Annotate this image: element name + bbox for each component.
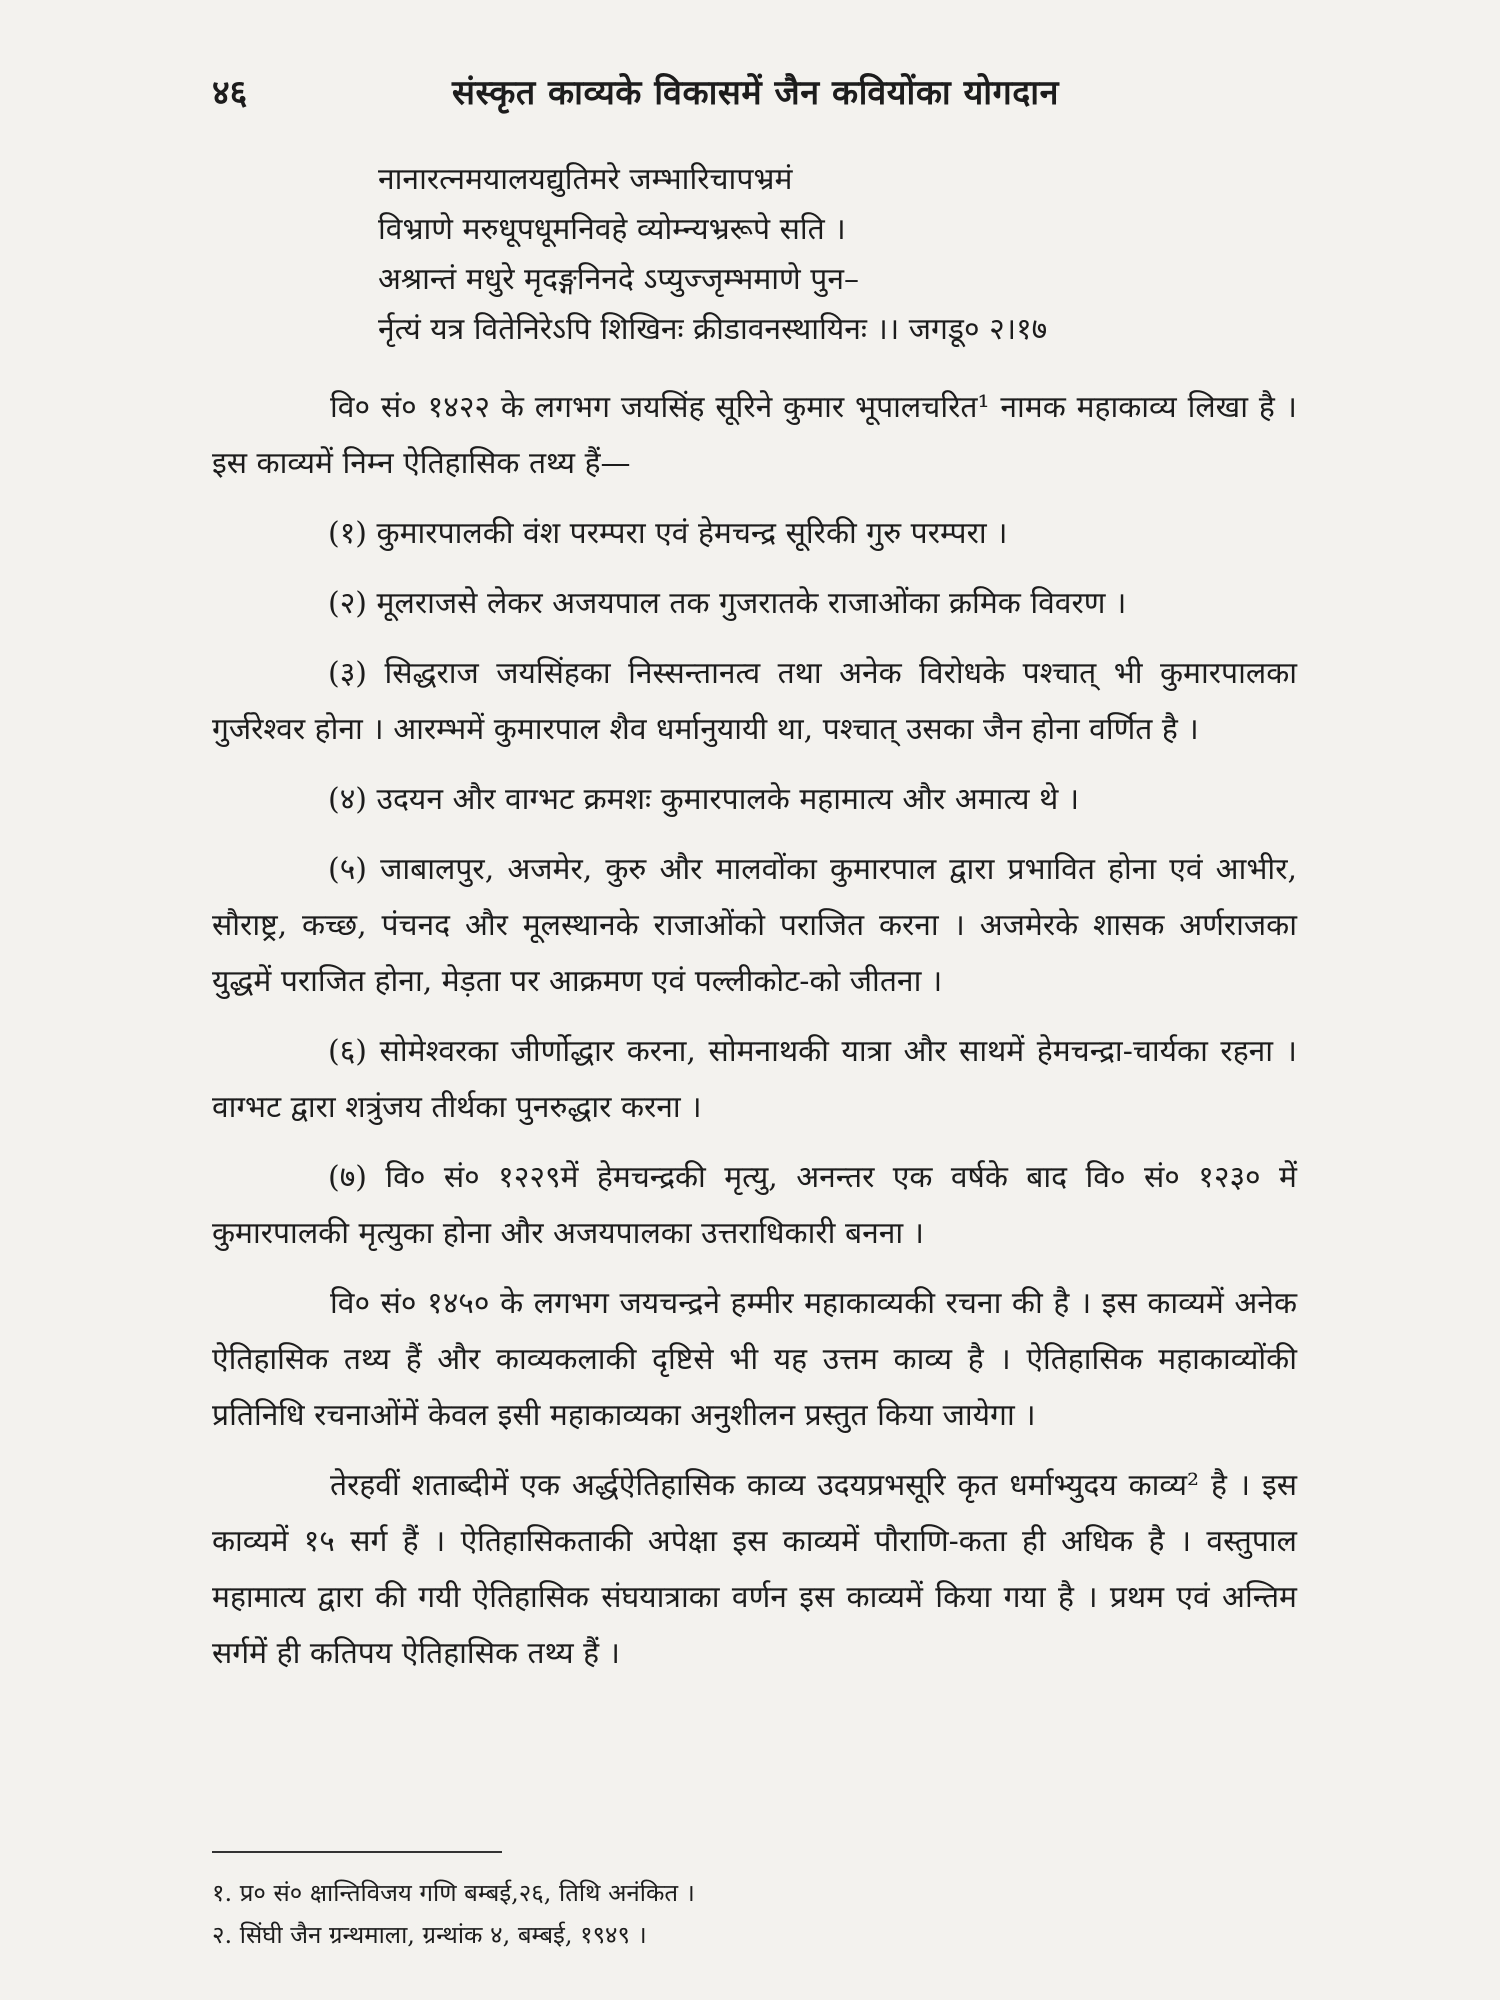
footnotes [212,1872,1212,1956]
list-item-3: (३) सिद्धराज जयसिंहका निस्सन्तानत्व तथा अनेक विरोधके पश्चात् भी कुमारपालका गुर्जरेश्वर होना । आरम्भमें कुमारपाल शैव धर्मानुयायी था, पश्चात् उसका जैन होना वर्णित है । [212,656,1297,747]
list-item-6: (६) सोमेश्वरका जीर्णोद्धार करना, सोमनाथकी यात्रा और साथमें हेमचन्द्रा-चार्यका रहना । वाग्भट द्वारा शत्रुंजय तीर्थका पुनरुद्धार करना । [212,1034,1297,1125]
paragraph-dharmabhyudaya: तेरहवीं शताब्दीमें एक अर्द्धऐतिहासिक काव्य उदयप्रभसूरि कृत धर्माभ्युदय काव्य² है । इस काव्यमें १५ सर्ग हैं । ऐतिहासिकताकी अपेक्षा इस काव्यमें पौराणि-कता ही अधिक है । वस्तुपाल महामात्य द्वारा की गयी ऐतिहासिक संघयात्राका वर्णन इस काव्यमें किया गया है । प्रथम एवं अन्तिम सर्गमें ही कतिपय ऐतिहासिक तथ्य हैं । [212,1468,1297,1671]
list-item-1: (१) कुमारपालकी वंश परम्परा एवं हेमचन्द्र सूरिकी गुरु परम्परा । [328,516,1008,551]
page-number: ४६ [212,73,248,113]
page-header [212,68,1292,120]
verse-line: नानारत्नमयालयद्युतिमरे जम्भारिचापभ्रमं [378,162,793,197]
running-title: संस्कृत काव्यके विकासमें जैन कवियोंका योगदान [452,73,1059,113]
list-item-5: (५) जाबालपुर, अजमेर, कुरु और मालवोंका कुमारपाल द्वारा प्रभावित होना एवं आभीर, सौराष्ट्र, कच्छ, पंचनद और मूलस्थानके राजाओंको पराजित करना । अजमेरके शासक अर्णराजका युद्धमें पराजित होना, मेड़ता पर आक्रमण एवं पल्लीकोट-को जीतना । [212,852,1297,999]
footnote-1: १. प्र० सं० क्षान्तिविजय गणि बम्बई,२६, तिथि अनंकित । [212,1879,695,1907]
footnote-divider [212,1851,502,1853]
list-item-2: (२) मूलराजसे लेकर अजयपाल तक गुजरातके राजाओंका क्रमिक विवरण । [328,586,1127,621]
body-text [212,380,1297,1696]
footnote-2: २. सिंघी जैन ग्रन्थमाला, ग्रन्थांक ४, बम्बई, १९४९ । [212,1921,647,1949]
sanskrit-verse [378,155,1298,355]
list-item-7: (७) वि० सं० १२२९में हेमचन्द्रकी मृत्यु, अनन्तर एक वर्षके बाद वि० सं० १२३० में कुमारपालकी मृत्युका होना और अजयपालका उत्तराधिकारी बनना । [212,1160,1297,1251]
verse-line: विभ्राणे मरुधूपधूमनिवहे व्योम्न्यभ्ररूपे सति । [378,212,846,247]
paragraph-intro: वि० सं० १४२२ के लगभग जयसिंह सूरिने कुमार भूपालचरित¹ नामक महाकाव्य लिखा है । इस काव्यमें निम्न ऐतिहासिक तथ्य हैं— [212,390,1297,481]
verse-line: र्नृत्यं यत्र वितेनिरेऽपि शिखिनः क्रीडावनस्थायिनः ।। जगडू० २।१७ [378,312,1048,347]
list-item-4: (४) उदयन और वाग्भट क्रमशः कुमारपालके महामात्य और अमात्य थे । [328,782,1080,817]
paragraph-hammir: वि० सं० १४५० के लगभग जयचन्द्रने हम्मीर महाकाव्यकी रचना की है । इस काव्यमें अनेक ऐतिहासिक तथ्य हैं और काव्यकलाकी दृष्टिसे भी यह उत्तम काव्य है । ऐतिहासिक महाकाव्योंकी प्रतिनिधि रचनाओंमें केवल इसी महाकाव्यका अनुशीलन प्रस्तुत किया जायेगा । [212,1286,1297,1433]
verse-line: अश्रान्तं मधुरे मृदङ्गनिनदे ऽप्युज्जृम्भमाणे पुन– [378,262,859,297]
